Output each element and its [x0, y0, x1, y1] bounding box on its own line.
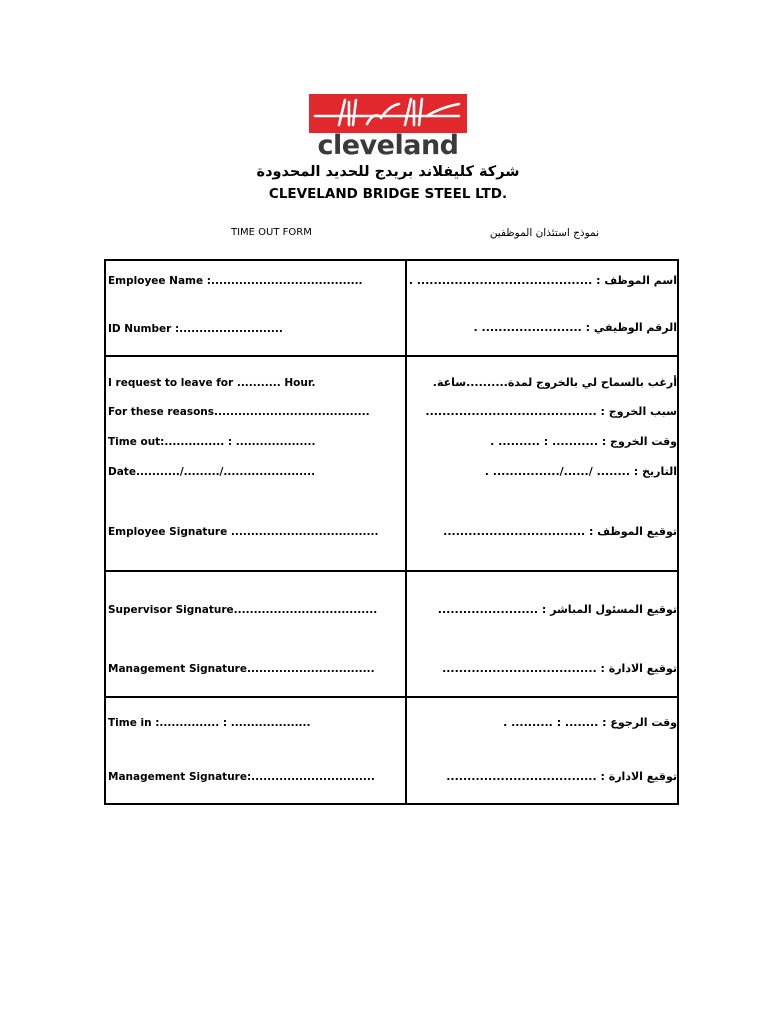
- logo-bridge-graphic: [309, 94, 467, 133]
- bridge-icon: [309, 94, 467, 133]
- supervisor-signature-field[interactable]: Supervisor Signature....................................: [108, 604, 378, 616]
- time-out-field[interactable]: Time out:............... : ....................: [108, 436, 316, 448]
- company-logo: [309, 94, 467, 160]
- employee-signature-field[interactable]: Employee Signature .....................................: [108, 526, 379, 538]
- row-divider: [104, 696, 679, 698]
- time-in-field-arabic[interactable]: وقت الرجوع : ........ : .......... .: [503, 716, 677, 729]
- row-divider: [104, 570, 679, 572]
- date-field-arabic[interactable]: التاريخ : ........ /....../................ .: [484, 465, 677, 478]
- logo-wordmark: cleveland: [317, 130, 459, 161]
- form-title-english: TIME OUT FORM: [231, 227, 312, 238]
- leave-hours-field-arabic[interactable]: أرغب بالسماح لي بالخروج لمدة..........ساعة.: [432, 376, 677, 389]
- company-name-english: CLEVELAND BRIDGE STEEL LTD.: [268, 186, 508, 202]
- employee-name-field[interactable]: Employee Name :......................................: [108, 275, 363, 287]
- row-divider: [104, 355, 679, 357]
- id-number-field[interactable]: ID Number :..........................: [108, 323, 283, 335]
- reasons-field-arabic[interactable]: سبب الخروج : .........................................: [425, 405, 677, 418]
- management-signature-field-arabic[interactable]: توقيع الادارة : .....................................: [442, 662, 677, 675]
- supervisor-signature-field-arabic[interactable]: توقيع المسئول المباشر : ........................: [437, 603, 677, 616]
- management-signature-field[interactable]: Management Signature................................: [108, 663, 375, 675]
- employee-name-field-arabic[interactable]: اسم الموظف : .......................................... .: [408, 274, 677, 287]
- column-divider: [405, 259, 407, 805]
- reasons-field[interactable]: For these reasons.......................................: [108, 406, 370, 418]
- employee-signature-field-arabic[interactable]: توقيع الموظف : ..................................: [443, 525, 677, 538]
- return-management-signature-field-arabic[interactable]: توقيع الادارة : ....................................: [446, 770, 677, 783]
- return-management-signature-field[interactable]: Management Signature:...............................: [108, 771, 375, 783]
- id-number-field-arabic[interactable]: الرقم الوظيفي : ........................ .: [473, 321, 677, 334]
- company-name-arabic: شركة كليفلاند بريدج للحديد المحدودة: [256, 164, 520, 180]
- date-field[interactable]: Date.........../........./.......................: [108, 466, 316, 478]
- time-in-field[interactable]: Time in :............... : ....................: [108, 717, 311, 729]
- time-out-field-arabic[interactable]: وقت الخروج : ........... : .......... .: [490, 435, 677, 448]
- form-title-arabic: نموذج استئذان الموظفين: [489, 227, 599, 239]
- leave-hours-field[interactable]: I request to leave for ........... Hour.: [108, 377, 316, 389]
